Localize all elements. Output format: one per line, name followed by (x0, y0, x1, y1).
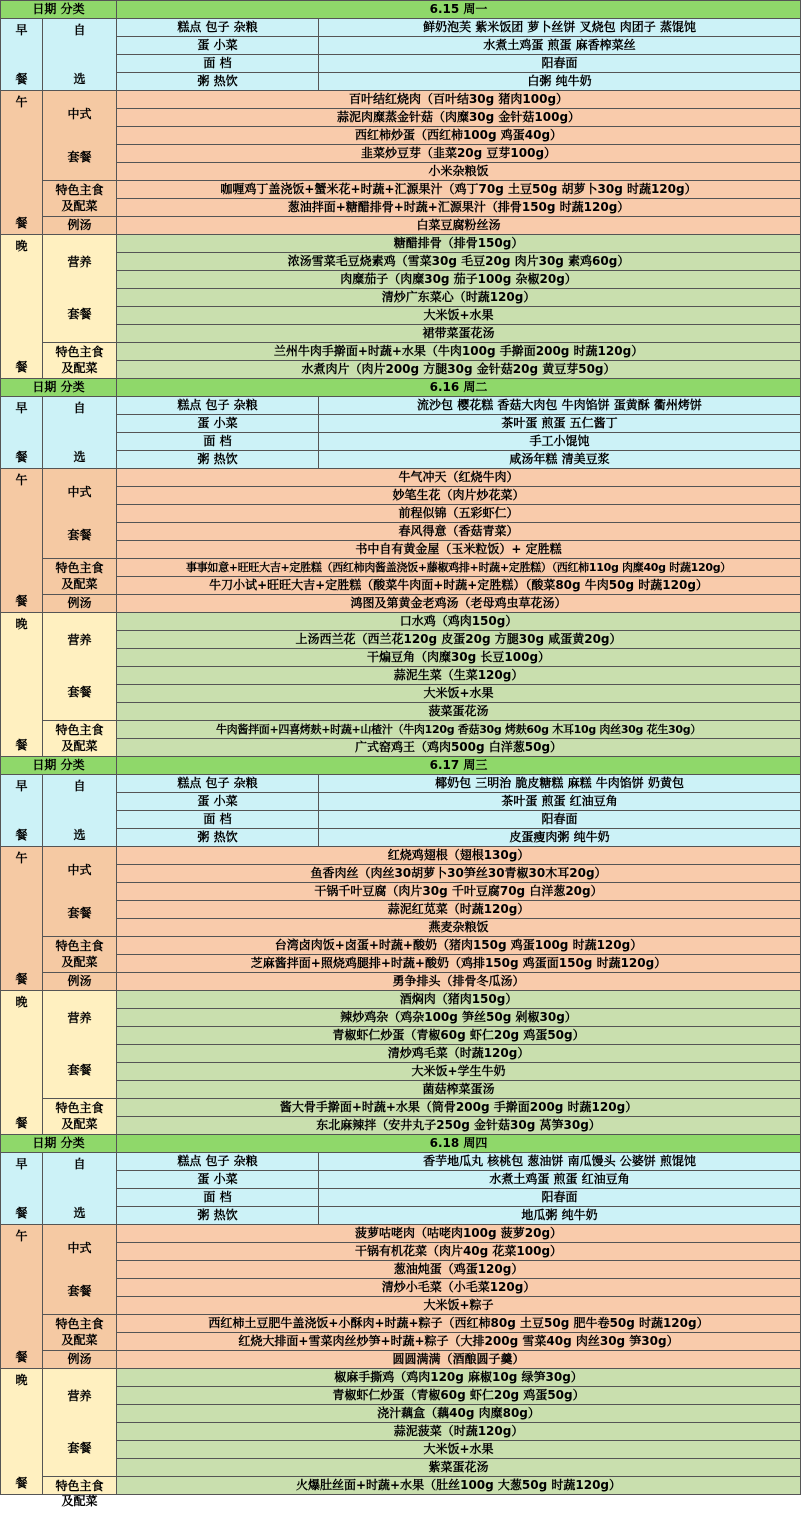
section-label: 中式 (67, 484, 92, 499)
dinner-dish: 裙带菜蛋花汤 (117, 325, 801, 343)
nutrition-set-label (43, 1369, 117, 1477)
meal-label-top: 早 (15, 1157, 28, 1171)
dinner-row (1, 1405, 801, 1423)
dinner-special-row (1, 343, 801, 361)
dinner-row (1, 235, 801, 253)
breakfast-row (1, 811, 801, 829)
dinner-special-row (1, 1117, 801, 1135)
breakfast-category: 面 档 (117, 1189, 319, 1207)
meal-label-top: 早 (15, 779, 28, 793)
select-label: 选 (73, 1206, 86, 1220)
dinner-row (1, 649, 801, 667)
dinner-special-dish: 酱大骨手擀面+时蔬+水果（筒骨200g 手擀面200g 时蔬120g） (117, 1099, 801, 1117)
dinner-special-row (1, 739, 801, 757)
section-label: 套餐 (67, 527, 92, 542)
lunch-row (1, 847, 801, 865)
meal-label-bottom: 餐 (15, 216, 28, 230)
dinner-dish: 清炒广东菜心（时蔬120g） (117, 289, 801, 307)
lunch-soup: 圆圆满满（酒酿圆子羹） (117, 1351, 801, 1369)
category-label: 分类 (60, 758, 85, 772)
day-date: 6.18 周四 (117, 1135, 801, 1153)
breakfast-items: 水煮土鸡蛋 煎蛋 红油豆角 (319, 1171, 801, 1189)
section-label: 及配菜 (61, 577, 98, 591)
dinner-dish: 大米饭+水果 (117, 1441, 801, 1459)
day-header-row (1, 379, 801, 397)
lunch-label (1, 469, 43, 613)
lunch-dish: 西红柿炒蛋（西红柿100g 鸡蛋40g） (117, 127, 801, 145)
chinese-set-label (43, 469, 117, 559)
dinner-dish: 糖醋排骨（排骨150g） (117, 235, 801, 253)
section-label: 及配菜 (61, 1117, 98, 1131)
lunch-row (1, 901, 801, 919)
section-label: 中式 (67, 106, 92, 121)
lunch-dish: 牛气冲天（红烧牛肉） (117, 469, 801, 487)
date-label: 日期 (32, 758, 57, 772)
lunch-dish: 百叶结红烧肉（百叶结30g 猪肉100g） (117, 91, 801, 109)
special-main-label (43, 343, 117, 379)
lunch-soup-row (1, 1351, 801, 1369)
lunch-special-row (1, 1333, 801, 1351)
special-main-label (43, 1099, 117, 1135)
lunch-dish: 蒜泥肉糜蒸金针菇（肉糜30g 金针菇100g） (117, 109, 801, 127)
dinner-special-dish: 广式窑鸡王（鸡肉500g 白洋葱50g） (117, 739, 801, 757)
date-label: 日期 (32, 1136, 57, 1150)
day-header-row (1, 1, 801, 19)
lunch-row (1, 91, 801, 109)
breakfast-category: 面 档 (117, 811, 319, 829)
lunch-special-dish: 台湾卤肉饭+卤蛋+时蔬+酸奶（猪肉150g 鸡蛋100g 时蔬120g） (117, 937, 801, 955)
dinner-row (1, 271, 801, 289)
lunch-label (1, 1225, 43, 1369)
breakfast-row (1, 73, 801, 91)
lunch-dish: 妙笔生花（肉片炒花菜） (117, 487, 801, 505)
dinner-row (1, 289, 801, 307)
lunch-row (1, 1225, 801, 1243)
meal-label-top: 早 (15, 401, 28, 415)
section-label: 套餐 (67, 905, 92, 920)
dinner-row (1, 1387, 801, 1405)
nutrition-set-label (43, 991, 117, 1099)
date-category-header (1, 1, 117, 19)
select-label: 选 (73, 828, 86, 842)
lunch-special-dish: 芝麻酱拌面+照烧鸡腿排+时蔬+酸奶（鸡排150g 鸡蛋面150g 时蔬120g） (117, 955, 801, 973)
self-select-label (43, 19, 117, 91)
breakfast-items: 阳春面 (319, 811, 801, 829)
chinese-set-label (43, 91, 117, 181)
meal-label-bottom: 餐 (15, 450, 28, 464)
day-date: 6.15 周一 (117, 1, 801, 19)
dinner-row (1, 1423, 801, 1441)
dinner-special-row (1, 1099, 801, 1117)
meal-label-bottom: 餐 (15, 972, 28, 986)
select-label: 选 (73, 450, 86, 464)
meal-label-bottom: 餐 (15, 72, 28, 86)
section-label: 营养 (67, 1011, 92, 1025)
section-label: 中式 (67, 1240, 92, 1255)
dinner-row (1, 613, 801, 631)
breakfast-row (1, 1153, 801, 1171)
special-main-label (43, 1477, 117, 1508)
breakfast-items: 椰奶包 三明治 脆皮糖糕 麻糕 牛肉馅饼 奶黄包 (319, 775, 801, 793)
dinner-row (1, 1063, 801, 1081)
breakfast-category: 蛋 小菜 (117, 415, 319, 433)
lunch-dish: 干锅千叶豆腐（肉片30g 千叶豆腐70g 白洋葱20g） (117, 883, 801, 901)
breakfast-category: 粥 热饮 (117, 829, 319, 847)
lunch-dish: 韭菜炒豆芽（韭菜20g 豆芽100g） (117, 145, 801, 163)
dinner-dish: 大米饭+水果 (117, 685, 801, 703)
breakfast-row (1, 1189, 801, 1207)
dinner-row (1, 253, 801, 271)
dinner-dish: 上汤西兰花（西兰花120g 皮蛋20g 方腿30g 咸蛋黄20g） (117, 631, 801, 649)
dinner-row (1, 703, 801, 721)
meal-label-bottom: 餐 (15, 594, 28, 608)
dinner-dish: 口水鸡（鸡肉150g） (117, 613, 801, 631)
section-label: 及配菜 (61, 1333, 98, 1347)
lunch-row (1, 469, 801, 487)
section-label: 套餐 (67, 307, 92, 321)
lunch-special-dish: 西红柿土豆肥牛盖浇饭+小酥肉+时蔬+粽子（西红柿80g 土豆50g 肥牛卷50g 时蔬120g） (117, 1315, 801, 1333)
special-main-label (43, 559, 117, 595)
lunch-row (1, 127, 801, 145)
dinner-dish: 蒜泥菠菜（时蔬120g） (117, 1423, 801, 1441)
self-select-label (43, 397, 117, 469)
dinner-label (1, 991, 43, 1135)
dinner-dish: 浓汤雪菜毛豆烧素鸡（雪菜30g 毛豆20g 肉片30g 素鸡60g） (117, 253, 801, 271)
lunch-soup: 白菜豆腐粉丝汤 (117, 217, 801, 235)
breakfast-category: 糕点 包子 杂粮 (117, 775, 319, 793)
lunch-special-dish: 咖喱鸡丁盖浇饭+蟹米花+时蔬+汇源果汁（鸡丁70g 土豆50g 胡萝卜30g 时蔬120g） (117, 181, 801, 199)
meal-label-top: 午 (15, 473, 28, 487)
section-label: 及配菜 (61, 361, 98, 375)
dinner-dish: 椒麻手撕鸡（鸡肉120g 麻椒10g 绿笋30g） (117, 1369, 801, 1387)
section-label: 中式 (67, 862, 92, 877)
breakfast-items: 茶叶蛋 煎蛋 红油豆角 (319, 793, 801, 811)
dinner-row (1, 325, 801, 343)
meal-label-bottom: 餐 (15, 828, 28, 842)
breakfast-category: 面 档 (117, 433, 319, 451)
dinner-label (1, 1369, 43, 1495)
chinese-set-label (43, 847, 117, 937)
lunch-row (1, 919, 801, 937)
lunch-dish: 红烧鸡翅根（翅根130g） (117, 847, 801, 865)
dinner-row (1, 685, 801, 703)
day-date: 6.17 周三 (117, 757, 801, 775)
meal-label-bottom: 餐 (15, 1206, 28, 1220)
lunch-label (1, 847, 43, 991)
breakfast-items: 皮蛋瘦肉粥 纯牛奶 (319, 829, 801, 847)
breakfast-row (1, 55, 801, 73)
category-label: 分类 (60, 2, 85, 16)
day-header-row (1, 1135, 801, 1153)
dinner-row (1, 667, 801, 685)
section-label: 及配菜 (61, 955, 98, 969)
meal-label-top: 晚 (15, 995, 28, 1009)
lunch-row (1, 1279, 801, 1297)
dinner-row (1, 1081, 801, 1099)
breakfast-items: 白粥 纯牛奶 (319, 73, 801, 91)
lunch-special-row (1, 559, 801, 577)
breakfast-row (1, 775, 801, 793)
special-main-label (43, 1315, 117, 1351)
lunch-special-dish: 牛刀小试+旺旺大吉+定胜糕（酸菜牛肉面+时蔬+定胜糕）（酸菜80g 牛肉50g 时蔬120g） (117, 577, 801, 595)
section-label: 套餐 (67, 1063, 92, 1077)
section-label: 特色主食 (55, 345, 104, 359)
meal-label-bottom: 餐 (15, 738, 28, 752)
lunch-special-row (1, 181, 801, 199)
breakfast-category: 面 档 (117, 55, 319, 73)
dinner-row (1, 1027, 801, 1045)
date-label: 日期 (32, 380, 57, 394)
breakfast-items: 香芋地瓜丸 核桃包 葱油饼 南瓜馒头 公婆饼 煎馄饨 (319, 1153, 801, 1171)
day-date: 6.16 周二 (117, 379, 801, 397)
meal-label-top: 午 (15, 1229, 28, 1243)
lunch-dish: 春风得意（香菇青菜） (117, 523, 801, 541)
lunch-special-dish: 红烧大排面+雪菜肉丝炒笋+时蔬+粽子（大排200g 雪菜40g 肉丝30g 笋30g） (117, 1333, 801, 1351)
breakfast-label (1, 19, 43, 91)
dinner-special-dish: 东北麻辣拌（安井丸子250g 金针菇30g 莴笋30g） (117, 1117, 801, 1135)
dinner-dish: 肉糜茄子（肉糜30g 茄子100g 杂椒20g） (117, 271, 801, 289)
section-label: 特色主食 (55, 723, 104, 737)
soup-label: 例汤 (43, 217, 117, 235)
lunch-row (1, 145, 801, 163)
lunch-special-row (1, 937, 801, 955)
section-label: 营养 (67, 633, 92, 647)
dinner-row (1, 1045, 801, 1063)
section-label: 特色主食 (55, 1317, 104, 1331)
dinner-dish: 青椒虾仁炒蛋（青椒60g 虾仁20g 鸡蛋50g） (117, 1387, 801, 1405)
breakfast-row (1, 829, 801, 847)
lunch-dish: 书中自有黄金屋（玉米粒饭）+ 定胜糕 (117, 541, 801, 559)
dinner-row (1, 1009, 801, 1027)
dinner-dish: 酒焖肉（猪肉150g） (117, 991, 801, 1009)
dinner-dish: 大米饭+学生牛奶 (117, 1063, 801, 1081)
breakfast-items: 阳春面 (319, 55, 801, 73)
lunch-special-row (1, 955, 801, 973)
breakfast-label (1, 775, 43, 847)
self-select-label (43, 1153, 117, 1225)
breakfast-row (1, 37, 801, 55)
meal-label-bottom: 餐 (15, 360, 28, 374)
breakfast-items: 手工小馄饨 (319, 433, 801, 451)
section-label: 套餐 (67, 1283, 92, 1298)
soup-label: 例汤 (43, 595, 117, 613)
dinner-dish: 蒜泥生菜（生菜120g） (117, 667, 801, 685)
lunch-row (1, 865, 801, 883)
self-label: 自 (73, 779, 86, 793)
breakfast-category: 粥 热饮 (117, 451, 319, 469)
section-label: 特色主食 (55, 183, 104, 197)
breakfast-items: 茶叶蛋 煎蛋 五仁酱丁 (319, 415, 801, 433)
day-header-row (1, 757, 801, 775)
meal-label-top: 晚 (15, 239, 28, 253)
special-main-label (43, 937, 117, 973)
category-label: 分类 (60, 380, 85, 394)
breakfast-category: 粥 热饮 (117, 1207, 319, 1225)
lunch-dish: 大米饭+粽子 (117, 1297, 801, 1315)
chinese-set-label (43, 1225, 117, 1315)
dinner-special-dish: 火爆肚丝面+时蔬+水果（肚丝100g 大葱50g 时蔬120g） (117, 1477, 801, 1495)
section-label: 营养 (67, 255, 92, 269)
special-main-label (43, 181, 117, 217)
breakfast-category: 糕点 包子 杂粮 (117, 19, 319, 37)
dinner-dish: 浇汁藕盒（藕40g 肉糜80g） (117, 1405, 801, 1423)
lunch-dish: 葱油炖蛋（鸡蛋120g） (117, 1261, 801, 1279)
breakfast-row (1, 433, 801, 451)
breakfast-items: 地瓜粥 纯牛奶 (319, 1207, 801, 1225)
lunch-row (1, 487, 801, 505)
dinner-row (1, 991, 801, 1009)
soup-label: 例汤 (43, 1351, 117, 1369)
lunch-special-row (1, 577, 801, 595)
breakfast-items: 水煮土鸡蛋 煎蛋 麻香榨菜丝 (319, 37, 801, 55)
breakfast-items: 鲜奶泡芙 紫米饭团 萝卜丝饼 叉烧包 肉团子 蒸馄饨 (319, 19, 801, 37)
lunch-row (1, 1261, 801, 1279)
section-label: 套餐 (67, 149, 92, 164)
lunch-soup: 鸿图及第黄金老鸡汤（老母鸡虫草花汤） (117, 595, 801, 613)
dinner-row (1, 307, 801, 325)
breakfast-category: 蛋 小菜 (117, 793, 319, 811)
dinner-row (1, 1459, 801, 1477)
special-main-label (43, 721, 117, 757)
date-label: 日期 (32, 2, 57, 16)
dinner-special-dish: 水煮肉片（肉片200g 方腿30g 金针菇20g 黄豆芽50g） (117, 361, 801, 379)
section-label: 特色主食 (55, 1101, 104, 1115)
dinner-dish: 大米饭+水果 (117, 307, 801, 325)
lunch-dish: 清炒小毛菜（小毛菜120g） (117, 1279, 801, 1297)
section-label: 特色主食 (55, 561, 104, 575)
lunch-row (1, 1243, 801, 1261)
breakfast-row (1, 1171, 801, 1189)
lunch-soup-row (1, 595, 801, 613)
meal-label-top: 早 (15, 23, 28, 37)
dinner-special-row (1, 361, 801, 379)
self-label: 自 (73, 23, 86, 37)
dinner-dish: 菠菜蛋花汤 (117, 703, 801, 721)
breakfast-category: 粥 热饮 (117, 73, 319, 91)
date-category-header (1, 757, 117, 775)
section-label: 特色主食 (55, 1478, 104, 1493)
section-label: 及配菜 (61, 739, 98, 753)
lunch-dish: 小米杂粮饭 (117, 163, 801, 181)
meal-label-top: 午 (15, 851, 28, 865)
dinner-dish: 辣炒鸡杂（鸡杂100g 笋丝50g 剁椒30g） (117, 1009, 801, 1027)
dinner-special-row (1, 1477, 801, 1495)
breakfast-row (1, 1207, 801, 1225)
breakfast-row (1, 397, 801, 415)
breakfast-label (1, 397, 43, 469)
dinner-label (1, 235, 43, 379)
lunch-special-row (1, 1315, 801, 1333)
breakfast-category: 糕点 包子 杂粮 (117, 397, 319, 415)
section-label: 套餐 (67, 685, 92, 699)
lunch-special-dish: 事事如意+旺旺大吉+定胜糕（西红柿肉酱盖浇饭+藤椒鸡排+时蔬+定胜糕）（西红柿110g 肉糜40g 时蔬120g） (117, 559, 801, 577)
self-select-label (43, 775, 117, 847)
lunch-row (1, 523, 801, 541)
dinner-label (1, 613, 43, 757)
lunch-row (1, 1297, 801, 1315)
breakfast-items: 咸汤年糕 清美豆浆 (319, 451, 801, 469)
select-label: 选 (73, 72, 86, 86)
section-label: 套餐 (67, 1441, 92, 1455)
lunch-label (1, 91, 43, 235)
category-label: 分类 (60, 1136, 85, 1150)
lunch-dish: 鱼香肉丝（肉丝30胡萝卜30笋丝30青椒30木耳20g） (117, 865, 801, 883)
breakfast-row (1, 793, 801, 811)
lunch-row (1, 505, 801, 523)
dinner-row (1, 631, 801, 649)
section-label: 营养 (67, 1389, 92, 1403)
meal-label-bottom: 餐 (15, 1350, 28, 1364)
meal-label-top: 午 (15, 95, 28, 109)
breakfast-row (1, 451, 801, 469)
lunch-dish: 燕麦杂粮饭 (117, 919, 801, 937)
lunch-dish: 菠萝咕咾肉（咕咾肉100g 菠萝20g） (117, 1225, 801, 1243)
lunch-soup-row (1, 217, 801, 235)
lunch-row (1, 541, 801, 559)
meal-label-top: 晚 (15, 1373, 28, 1387)
breakfast-items: 阳春面 (319, 1189, 801, 1207)
section-label: 及配菜 (61, 199, 98, 213)
nutrition-set-label (43, 235, 117, 343)
dinner-dish: 菌菇榨菜蛋汤 (117, 1081, 801, 1099)
breakfast-category: 蛋 小菜 (117, 1171, 319, 1189)
lunch-soup: 勇争排头（排骨冬瓜汤） (117, 973, 801, 991)
lunch-special-dish: 葱油拌面+糖醋排骨+时蔬+汇源果汁（排骨150g 时蔬120g） (117, 199, 801, 217)
meal-label-bottom: 餐 (15, 1116, 28, 1130)
dinner-special-dish: 兰州牛肉手擀面+时蔬+水果（牛肉100g 手擀面200g 时蔬120g） (117, 343, 801, 361)
dinner-dish: 干煸豆角（肉糜30g 长豆100g） (117, 649, 801, 667)
dinner-dish: 紫菜蛋花汤 (117, 1459, 801, 1477)
breakfast-category: 糕点 包子 杂粮 (117, 1153, 319, 1171)
lunch-row (1, 109, 801, 127)
breakfast-category: 蛋 小菜 (117, 37, 319, 55)
nutrition-set-label (43, 613, 117, 721)
self-label: 自 (73, 401, 86, 415)
breakfast-row (1, 19, 801, 37)
section-label: 特色主食 (55, 939, 104, 953)
lunch-row (1, 883, 801, 901)
lunch-row (1, 163, 801, 181)
lunch-soup-row (1, 973, 801, 991)
lunch-dish: 前程似锦（五彩虾仁） (117, 505, 801, 523)
date-category-header (1, 379, 117, 397)
section-label: 及配菜 (61, 1493, 98, 1508)
self-label: 自 (73, 1157, 86, 1171)
dinner-special-dish: 牛肉酱拌面+四喜烤麸+时蔬+山楂汁（牛肉120g 香菇30g 烤麸60g 木耳10g 肉丝30g 花生30g） (117, 721, 801, 739)
meal-label-bottom: 餐 (15, 1476, 28, 1490)
meal-label-top: 晚 (15, 617, 28, 631)
dinner-row (1, 1441, 801, 1459)
soup-label: 例汤 (43, 973, 117, 991)
dinner-dish: 青椒虾仁炒蛋（青椒60g 虾仁20g 鸡蛋50g） (117, 1027, 801, 1045)
lunch-special-row (1, 199, 801, 217)
lunch-dish: 蒜泥红苋菜（时蔬120g） (117, 901, 801, 919)
dinner-special-row (1, 721, 801, 739)
date-category-header (1, 1135, 117, 1153)
lunch-dish: 干锅有机花菜（肉片40g 花菜100g） (117, 1243, 801, 1261)
breakfast-row (1, 415, 801, 433)
breakfast-label (1, 1153, 43, 1225)
dinner-row (1, 1369, 801, 1387)
dinner-dish: 清炒鸡毛菜（时蔬120g） (117, 1045, 801, 1063)
breakfast-items: 流沙包 樱花糕 香菇大肉包 牛肉馅饼 蛋黄酥 衢州烤饼 (319, 397, 801, 415)
